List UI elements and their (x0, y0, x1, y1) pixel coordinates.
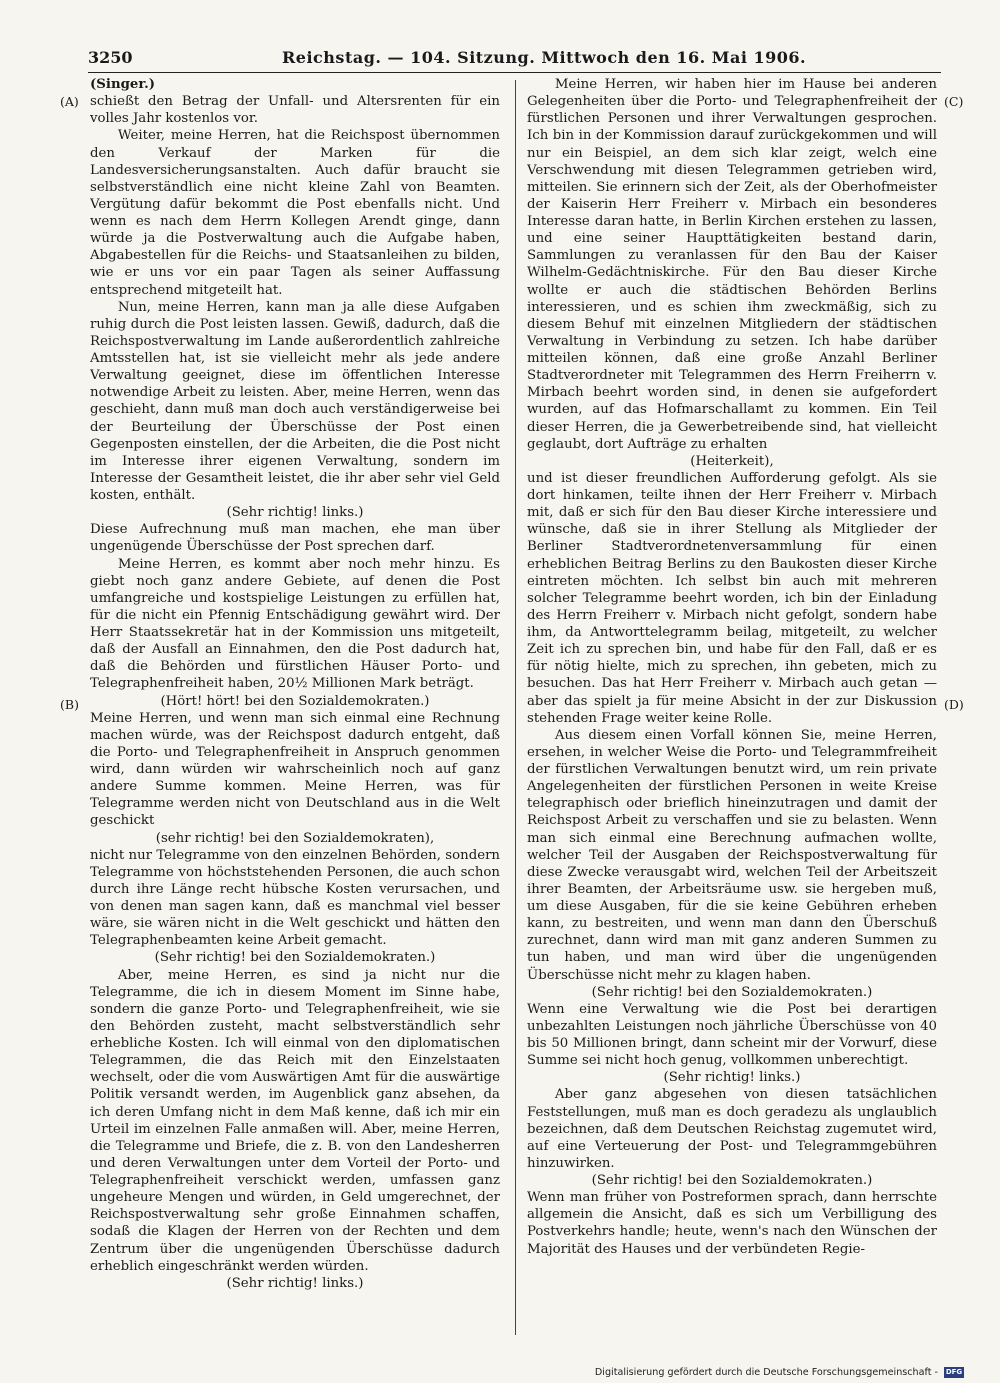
reaction: (Sehr richtig! links.) (226, 1275, 364, 1291)
reaction: (Heiterkeit), (690, 453, 774, 469)
paragraph: Wenn eine Verwaltung wie die Post bei derartigen unbezahlten Leistungen noch jährliche Überschüsse von 40 bis 50 Millionen bringt, dann scheint mir der Vorwurf, diese Summe sei nicht hoch genug, vollkommen unberechtigt. (527, 1001, 937, 1069)
paragraph: nicht nur Telegramme von den einzelnen Behörden, sondern Telegramme von höchststehenden Personen, die auch schon durch ihre Länge recht hübsche Kosten verursachen, und von denen man sagen kann, daß es manchmal viel besser wäre, sie wären nicht in die Welt geschickt und hätten den Telegraphenbeamten keine Arbeit gemacht. (90, 847, 500, 949)
reaction: (Sehr richtig! links.) (663, 1070, 801, 1086)
paragraph: Meine Herren, wir haben hier im Hause bei anderen Gelegenheiten über die Porto- und Telegraphenfreiheit der fürstlichen Personen und ihrer Verwaltungen gesprochen. Ich bin in der Kommission darauf zurückgekommen und will nur ein Beispiel, an dem sich klar zeigt, welch eine Verschwendung mit diesen Telegrammen getrieben wird, mitteilen. Sie erinnern sich der Zeit, als der Oberhofmeister der Kaiserin Herr Freiherr v. Mirbach ein besonderes Interesse daran hatte, in Berlin Kirchen erstehen zu lassen, und eine seiner Haupttätigkeiten bestand darin, Sammlungen zu veranlassen für den Bau der Kaiser Wilhelm-Gedächtniskirche. Für den Bau dieser Kirche wollte er auch die städtischen Behörden Berlins interessieren, und es schien ihm zweckmäßig, sich zu diesem Behuf mit einzelnen Mitgliedern der städtischen Verwaltung in Verbindung zu setzen. Ich habe darüber mitteilen können, daß eine große Anzahl Berliner Stadtverordneter mit Telegrammen des Herrn Freiherrn v. Mirbach beehrt worden sind, in denen sie aufgefordert wurden, auf das Hofmarschallamt zu kommen. Ein Teil dieser Herren, die ja Gewerbetreibende sind, hat vielleicht geglaubt, dort Aufträge zu erhalten (527, 77, 937, 452)
dfg-logo-icon: DFG (945, 1368, 963, 1376)
paragraph: Meine Herren, und wenn man sich einmal eine Rechnung machen würde, was der Reichspost dadurch entgeht, daß die Porto- und Telegraphenfreiheit in Anspruch genommen wird, dann würden wir wahrscheinlich noch auf ganz andere Summe kommen. Meine Herren, was für Telegramme werden nicht von Deutschland aus in die Welt geschickt (90, 710, 500, 829)
margin-marker-b: (B) (60, 697, 79, 712)
page-header (88, 46, 941, 73)
reaction: (Sehr richtig! links.) (226, 505, 364, 521)
running-title: Reichstag. — 104. Sitzung. Mittwoch den 16. Mai 1906. (282, 48, 807, 67)
digitization-credit (595, 1367, 964, 1378)
paragraph: und ist dieser freundlichen Aufforderung gefolgt. Als sie dort hinkamen, teilte ihnen der Herr Freiherr v. Mirbach mit, daß er sich für den Bau dieser Kirche interessiere und wünsche, daß sie in ihrer Stellung als Mitglieder der Berliner Stadtverordnetenversammlung für einen erheblichen Beitrag Berlins zu den Baukosten dieser Kirche eintreten möchten. Ich selbst bin auch mit mehreren solcher Telegramme beehrt worden, ich bin der Einladung des Herrn Freiherr v. Mirbach nicht gefolgt, sondern habe ihm, da Antworttelegramm beilag, mitgeteilt, zu welcher Zeit ich zu sprechen bin, und habe für den Fall, daß er es für nötig hielte, mich zu sprechen, ihn gebeten, mich zu besuchen. Das hat Herr Freiherr v. Mirbach auch getan — aber das spielt ja für meine Absicht in der zur Diskussion stehenden Frage weiter keine Rolle. (527, 470, 937, 726)
reaction: (Sehr richtig! bei den Sozialdemokraten.) (154, 950, 436, 966)
reaction: (Sehr richtig! bei den Sozialdemokraten.) (591, 1173, 873, 1188)
reaction: (Sehr richtig! bei den Sozialdemokraten.) (591, 984, 873, 1000)
credit-text: Digitalisierung gefördert durch die Deutsche Forschungsgemeinschaft - (594, 1367, 938, 1378)
right-column (527, 76, 937, 1336)
page-number: 3250 (88, 48, 133, 67)
margin-marker-a: (A) (60, 94, 79, 109)
margin-marker-c: (C) (944, 94, 964, 109)
paragraph: Aber, meine Herren, es sind ja nicht nur die Telegramme, die ich in diesem Moment im Sinne habe, sondern die ganze Porto- und Telegraphenfreiheit, wie sie den Behörden zusteht, macht selbstverständlich sehr erhebliche Kosten. Ich will einmal von den diplomatischen Telegrammen, die das Reich mit den Einzelstaaten wechselt, oder die vom Auswärtigen Amt für die auswärtige Politik versandt werden, im Augenblick ganz absehen, da ich deren Umfang nicht in dem Maß kenne, daß ich mir ein Urteil im einzelnen Falle anmaßen will. Aber, meine Herren, die Telegramme und Briefe, die z. B. von den Landesherren und deren Verwaltungen unter dem Vorteil der Porto- und Telegraphenfreiheit verschickt werden, umfassen ganz ungeheure Mengen und würden, in Geld umgerechnet, der Reichspostverwaltung sehr große Einnahmen schaffen, sodaß die Klagen der Herren von der Rechten und dem Zentrum über die ungenügenden Überschüsse dadurch erheblich eingeschränkt werden würden. (90, 967, 500, 1274)
paragraph: Nun, meine Herren, kann man ja alle diese Aufgaben ruhig durch die Post leisten lassen. Gewiß, dadurch, daß die Reichspostverwaltung im Lande außerordentlich zahlreiche Amtsstellen hat, ist sie vielleicht mehr als jede andere Verwaltung geeignet, diese im öffentlichen Interesse notwendige Arbeit zu leisten. Aber, meine Herren, wenn das geschieht, dann muß man doch auch verständigerweise bei der Beurteilung der Überschüsse der Post einen Gegenposten einstellen, der die Arbeiten, die die Post nicht im Interesse ihrer eigenen Verwaltung, sondern im Interesse der Gesamtheit leistet, die ihr aber sehr viel Geld kosten, enthält. (90, 299, 500, 503)
paragraph: Wenn man früher von Postreformen sprach, dann herrschte allgemein die Ansicht, daß es sich um Verbilligung des Postverkehrs handle; heute, wenn's nach den Wünschen der Majorität des Hauses und der verbündeten Regie- (527, 1190, 937, 1257)
column-divider (515, 80, 516, 1335)
paragraph: Weiter, meine Herren, hat die Reichspost übernommen den Verkauf der Marken für die Landesversicherungsanstalten. Auch dafür braucht sie selbstverständlich eine nicht kleine Zahl von Beamten. Vergütung dafür bekommt die Post ebenfalls nicht. Und wenn es nach dem Herrn Kollegen Arendt ginge, dann würde ja die Postverwaltung auch die Aufgabe haben, Abgabestellen für die Reichs- und Staatsanleihen zu bilden, wie er uns vor ein paar Tagen als seiner Auffassung entsprechend mitgeteilt hat. (90, 128, 500, 298)
paragraph: Diese Aufrechnung muß man machen, ehe man über ungenügende Überschüsse der Post sprechen darf. (90, 522, 500, 555)
reaction: (sehr richtig! bei den Sozialdemokraten), (155, 830, 435, 846)
reaction: (Hört! hört! bei den Sozialdemokraten.) (160, 693, 430, 709)
left-column (90, 76, 500, 1336)
paragraph: Aber ganz abgesehen von diesen tatsächlichen Feststellungen, muß man es doch geradezu als unglaublich bezeichnen, daß dem Deutschen Reichstag zugemutet wird, auf eine Verteuerung der Post- und Telegrammgebühren hinzuwirken. (527, 1087, 937, 1171)
margin-marker-d: (D) (944, 697, 964, 712)
paragraph: Aus diesem einen Vorfall können Sie, meine Herren, ersehen, in welcher Weise die Porto- und Telegrammfreiheit der fürstlichen Verwaltungen benutzt wird, um rein private Angelegenheiten der fürstlichen Personen in weite Kreise telegraphisch oder brieflich hineinzutragen und damit der Reichspost Arbeit zu verschaffen und sie zu belasten. Wenn man sich einmal eine Berechnung aufmachen wollte, welcher Teil der Ausgaben der Reichspostverwaltung für diese Zwecke verausgabt wird, welchen Teil der Arbeitszeit ihrer Beamten, der Arbeitsräume usw. sie hergeben muß, um diese Ausgaben, für die sie keine Gebühren erheben kann, zu bestreiten, und wenn man dann den Überschuß zurechnet, dann wird man mit ganz anderen Summen zu tun haben, und man wird über die ungenügenden Überschüsse nicht mehr zu klagen haben. (527, 727, 937, 983)
speaker-name: (Singer.) (90, 77, 156, 92)
paragraph: schießt den Betrag der Unfall- und Altersrenten für ein volles Jahr kostenlos vor. (90, 94, 500, 127)
paragraph: Meine Herren, es kommt aber noch mehr hinzu. Es giebt noch ganz andere Gebiete, auf denen die Post umfangreiche und kostspielige Leistungen zu erfüllen hat, für die nicht ein Pfennig Entschädigung gewährt wird. Der Herr Staatssekretär hat in der Kommission uns mitgeteilt, daß der Ausfall an Einnahmen, den die Post dadurch hat, daß die Behörden und fürstlichen Häuser Porto- und Telegraphenfreiheit haben, 20½ Millionen Mark beträgt. (90, 556, 500, 692)
